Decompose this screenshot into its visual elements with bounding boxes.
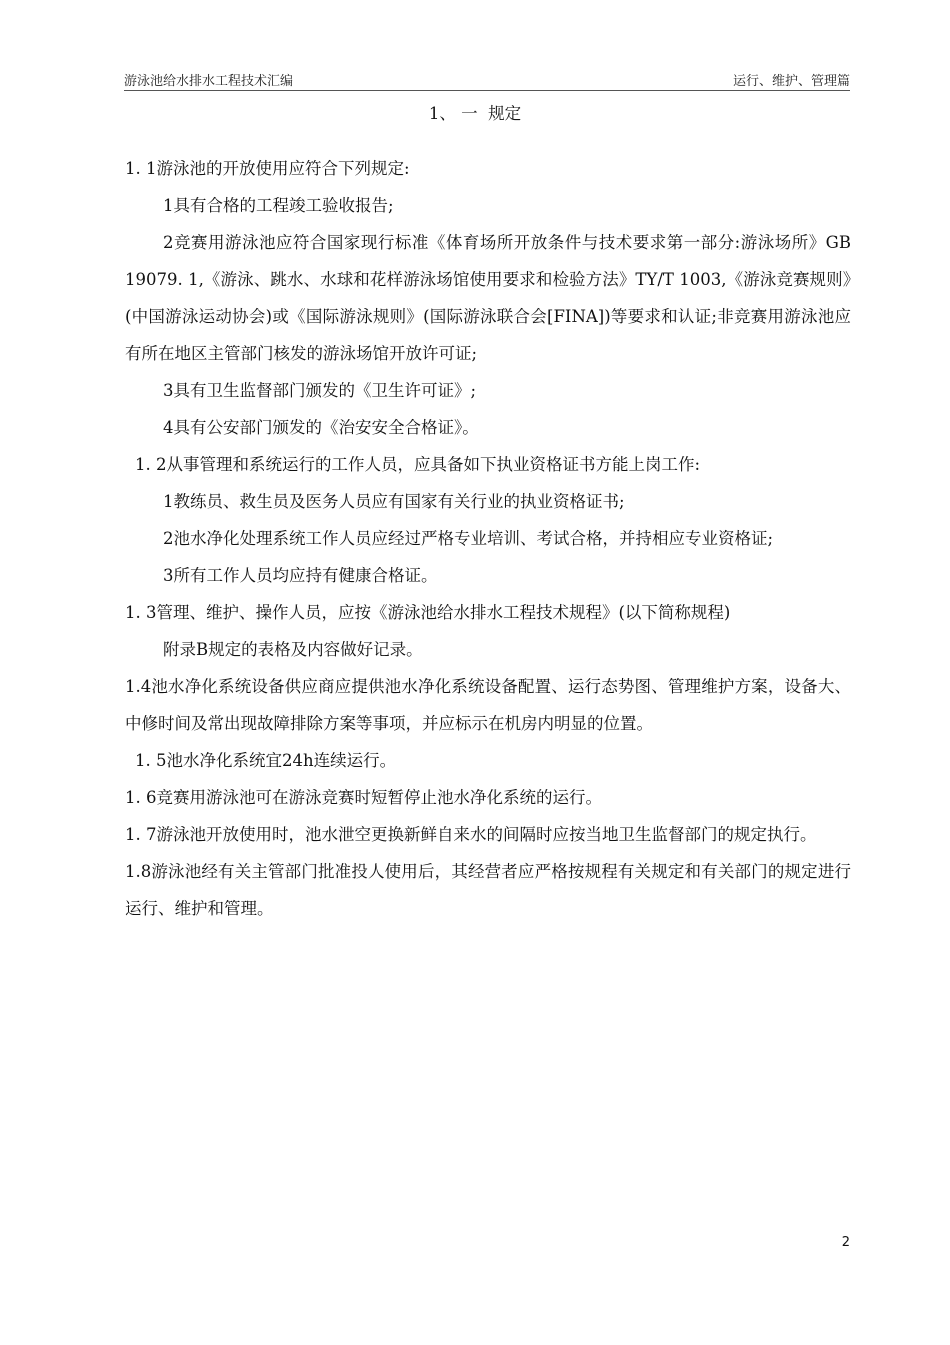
- clause-1-2-item-2: [125, 520, 851, 557]
- clause-1-1-item-2-text: 2竞赛用游泳池应符合国家现行标准《体育场所开放条件与技术要求第一部分:游泳场所》GB 19079. 1,《游泳、跳水、水球和花样游泳场馆使用要求和检验方法》TY/T 1003,《游泳竞赛规则》(中国游泳运动协会)或《国际游泳规则》(国际游泳联合会[FINA])等要求和认证;非竞赛用游泳池应有所在地区主管部门核发的游泳场馆开放许可证;: [125, 233, 857, 363]
- document-body: [125, 150, 857, 927]
- clause-1-1: 1. 1游泳池的开放使用应符合下列规定:: [125, 159, 410, 178]
- header-divider: [124, 90, 850, 91]
- clause-1-2: 1. 2从事管理和系统运行的工作人员，应具备如下执业资格证书方能上岗工作:: [135, 455, 701, 474]
- clause-1-8: 1.8游泳池经有关主管部门批准投人使用后，其经营者应严格按规程有关规定和有关部门的规定进行运行、维护和管理。: [125, 862, 851, 918]
- clause-1-1-item-4: 4具有公安部门颁发的《治安安全合格证》。: [163, 418, 479, 437]
- header-right-text: 运行、维护、管理篇: [732, 74, 850, 89]
- clause-1-2-item-2-text: 2池水净化处理系统工作人员应经过严格专业培训、考试合格，并持相应专业资格证;: [163, 529, 774, 548]
- clause-1-3: 1. 3管理、维护、操作人员，应按《游泳池给水排水工程技术规程》(以下简称规程): [125, 603, 731, 622]
- clause-1-1-item-1: 1具有合格的工程竣工验收报告;: [163, 196, 394, 215]
- clause-1-4: 1.4池水净化系统设备供应商应提供池水净化系统设备配置、运行态势图、管理维护方案，设备大、中修时间及常出现故障排除方案等事项，并应标示在机房内明显的位置。: [125, 677, 851, 733]
- clause-1-1-item-2: [125, 224, 857, 372]
- page-header: [124, 70, 850, 92]
- clause-1-5: 1. 5池水净化系统宜24h连续运行。: [135, 751, 397, 770]
- clause-1-3-continuation: 附录B规定的表格及内容做好记录。: [163, 640, 423, 659]
- clause-1-6: 1. 6竞赛用游泳池可在游泳竞赛时短暂停止池水净化系统的运行。: [125, 788, 602, 807]
- clause-1-2-item-3: 3所有工作人员均应持有健康合格证。: [163, 566, 438, 585]
- clause-1-2-item-1: 1教练员、救生员及医务人员应有国家有关行业的执业资格证书;: [163, 492, 625, 511]
- clause-1-7: 1. 7游泳池开放使用时，池水泄空更换新鲜自来水的间隔时应按当地卫生监督部门的规定执行。: [125, 825, 817, 844]
- clause-1-1-item-3: 3具有卫生监督部门颁发的《卫生许可证》;: [163, 381, 477, 400]
- page-number: 2: [841, 1235, 850, 1250]
- header-left-text: 游泳池给水排水工程技术汇编: [124, 74, 294, 89]
- section-title: 1、 一 规定: [428, 104, 522, 123]
